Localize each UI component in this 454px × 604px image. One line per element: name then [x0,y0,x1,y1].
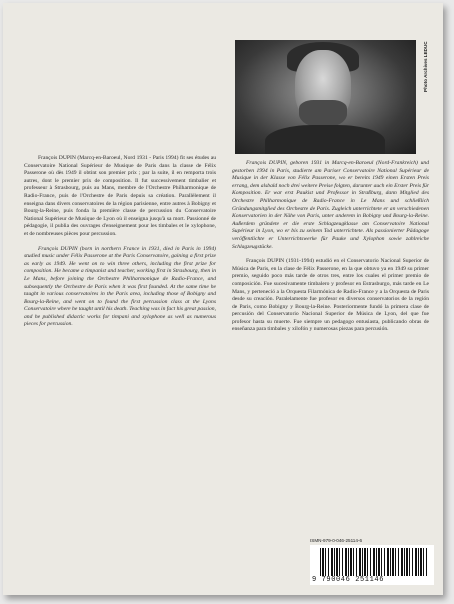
ismn-label: ISMN-979-0-046-25114-6 [310,538,363,543]
biography-spanish: François DUPIN (1931-1994) estudió en el Conservatorio Nacional Superior de Música de Paris, en la clase de Félix Passerone, en la que obtuvo ya en 1949 su primer premio, seguido poco más tarde de otros tres, entre los cuales el primer premio de composición. Fue sucesivamente timbalero y profesor en Estrasburgo, más tarde en Le Mans, y perteneció a la Orquesta Filarmónica de Radio-France y a la Orquesta de Paris desde su creación. Paralelamente fue profesor en diversos conservatorios de la región de Paris, como Bobigny y Bourg-la-Reine. Posteriormente fundó la primera clase de percusión del Conservatorio Nacional Superior de Música de Lyon, del que fue profesor hasta su muerte. Fue siempre un pedagogo entusiasta, publicando obras de enseñanza para timbales y xilofón y numerosas piezas para percusión. [232,258,429,333]
right-column [232,160,429,341]
biography-french: François DUPIN (Marcq-en-Baroeul, Nord 1931 - Paris 1994) fit ses études au Conservatoire National Supérieur de Musique de Paris dans la classe de Félix Passerone où dès 1949 il obtint son premier prix ; par la suite, il en remporta trois autres, dont le premier prix de composition. Il fut successivement timbalier et professeur à Strasbourg, puis au Mans, membre de l'Orchestre Philharmonique de Radio-France, puis de l'Orchestre de Paris depuis sa création. Parallèlement il enseigna dans divers conservatoires de la région parisienne, entre autres à Bobigny et Bourg-la-Reine, puis fonda la première classe de percussion du Conservatoire National Supérieur de Musique de Lyon où il enseigna jusqu'à sa mort. Passionné de pédagogie, il publia des ouvrages d'enseignement pour les timbales et le xylophone, et de nombreuses pièces pour percussion. [24,155,216,237]
barcode-bars [320,548,428,576]
barcode [310,545,434,585]
left-column [24,155,216,336]
back-cover [3,3,443,595]
barcode-digits: 9 790046 251146 [312,576,385,584]
biography-english: François DUPIN (born in northern France in 1931, died in Paris in 1994) studied music under Félix Passerone at the Paris Conservatoire, gaining a first prize as early as 1949. He went on to win three others, including the first prize for composition. He became a timpanist and teacher, working first in Strasbourg, then in Le Mans, before joining the Orchestre Philharmonique de Radio-France, and subsequently the Orchestre de Paris when it was first founded. At the same time he taught in various conservatoires in the Paris area, including those of Bobigny and Bourg-la-Reine, and went on to found the first percussion class at the Lyons Conservatoire where he taught until his death. Teaching was in fact his great passion, and he published didactic works for timpani and xylophone as well as numerous pieces for percussion. [24,245,216,328]
biography-german: François DUPIN, geboren 1931 in Marcq-en-Baroeul (Nord-Frankreich) und gestorben 1994 in Paris, studierte am Pariser Conservatoire National Supérieur de Musique in der Klasse von Félix Passerone, wo er bereits 1949 einen Ersten Preis errang, dem alsbald noch drei weitere Preise folgten, darunter auch ein Erster Preis für Komposition. Er war erst Paukist und Professor in Straßburg, dann Mitglied des Orchestre Philharmonique de Radio-France in Le Mans und schließlich Gründungsmitglied des Orchestre de Paris. Zugleich unterrichtete er an verschiedenen Konservatorien in der Nähe von Paris, unter anderem in Bobigny und Bourg-la-Reine. Außerdem gründete er die erste Schlagzeugklasse am Conservatoire National Supérieur in Lyon, wo er bis zu seinem Tod unterrichtete. Als passionierter Pädagoge veröffentlichte er Unterrichtswerke für Pauke und Xylophon sowie zahlreiche Schlagzeugstücke. [232,160,429,250]
photo-credit: Photo Archives LEDUC [423,41,428,92]
photo-beard [299,100,347,128]
photo-shirt [265,125,385,154]
composer-photo [235,40,416,154]
